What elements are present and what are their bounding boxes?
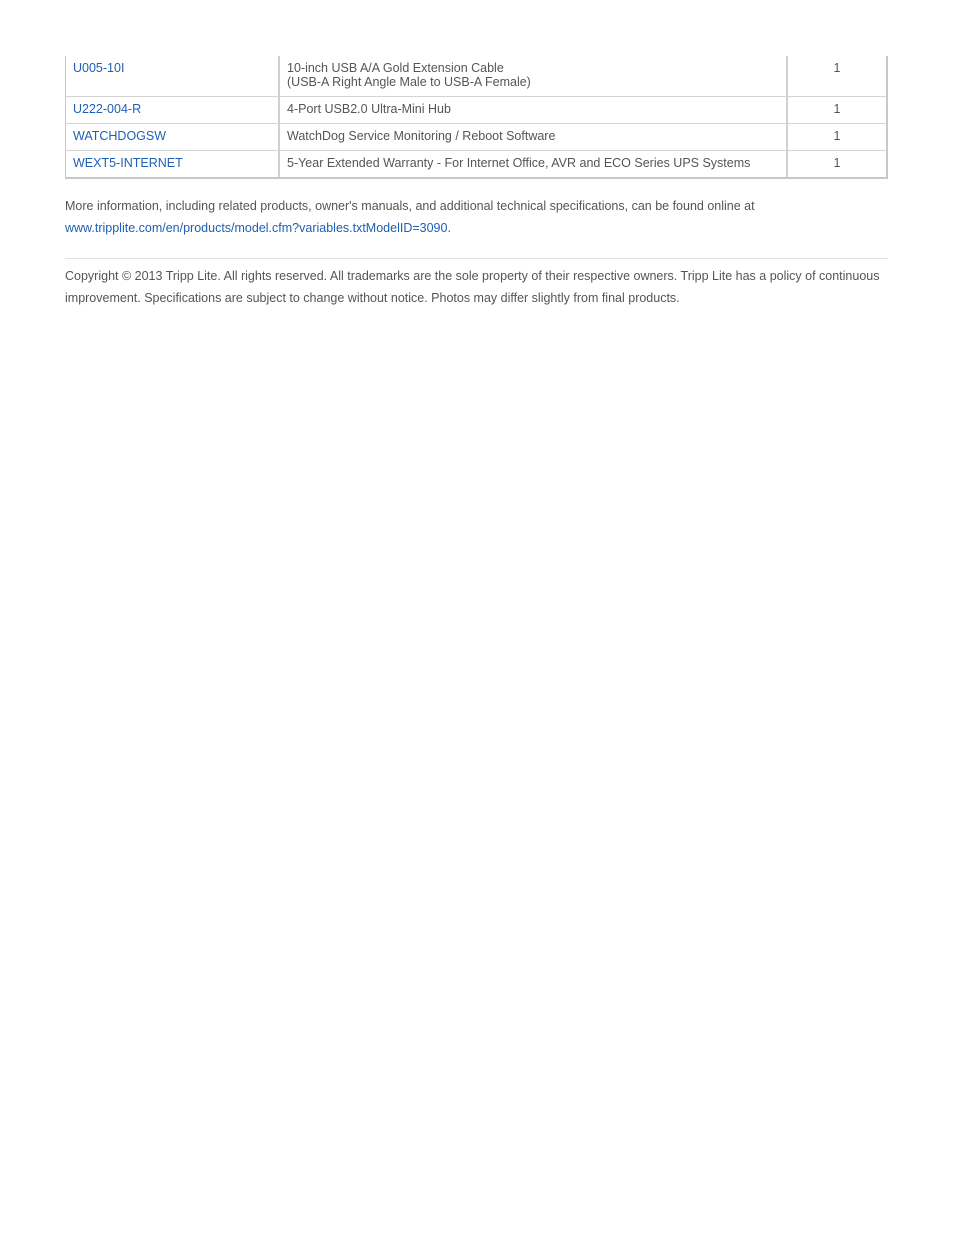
divider xyxy=(65,258,888,259)
description-line: WatchDog Service Monitoring / Reboot Software xyxy=(287,129,556,143)
description-cell xyxy=(280,96,788,123)
part-cell xyxy=(66,150,280,177)
part-link-wext5-internet[interactable]: WEXT5-INTERNET xyxy=(73,156,183,170)
part-link-watchdogsw[interactable]: WATCHDOGSW xyxy=(73,129,167,143)
description-cell xyxy=(280,56,788,96)
included-parts-table xyxy=(65,56,888,179)
table-row xyxy=(66,96,886,123)
part-link-u005-10i[interactable]: U005-10I xyxy=(73,61,125,75)
quantity-cell: 1 xyxy=(833,61,841,75)
description-line: (USB-A Right Angle Male to USB-A Female) xyxy=(287,75,531,89)
description-line: 10-inch USB A/A Gold Extension Cable xyxy=(287,61,504,75)
document-page xyxy=(65,56,888,309)
quantity-cell: 1 xyxy=(788,123,886,150)
more-info-period: . xyxy=(447,221,451,235)
part-cell xyxy=(66,96,280,123)
table-row xyxy=(66,56,886,96)
table-row xyxy=(66,123,886,150)
copyright-notice: Copyright © 2013 Tripp Lite. All rights reserved. All trademarks are the sole property of their respective owners. Tripp Lite has a policy of continuous improvement. Specifications are subject to change without notice. Photos may differ slightly from final products. xyxy=(65,269,880,305)
quantity-cell: 1 xyxy=(788,150,886,177)
part-cell xyxy=(66,56,280,96)
part-cell xyxy=(66,123,280,150)
quantity-cell: 1 xyxy=(788,96,886,123)
description-line: 5-Year Extended Warranty - For Internet Office, AVR and ECO Series UPS Systems xyxy=(287,156,751,170)
description-cell xyxy=(280,150,788,177)
part-link-u222-004-r[interactable]: U222-004-R xyxy=(73,102,142,116)
description-line: 4-Port USB2.0 Ultra-Mini Hub xyxy=(287,102,451,116)
table-row xyxy=(66,150,886,177)
more-info-paragraph xyxy=(65,195,888,239)
description-cell xyxy=(280,123,788,150)
product-page-link[interactable]: www.tripplite.com/en/products/model.cfm?variables.txtModelID=3090 xyxy=(65,221,448,235)
more-info-text: More information, including related products, owner's manuals, and additional technical specifications, can be found online at xyxy=(65,199,755,213)
